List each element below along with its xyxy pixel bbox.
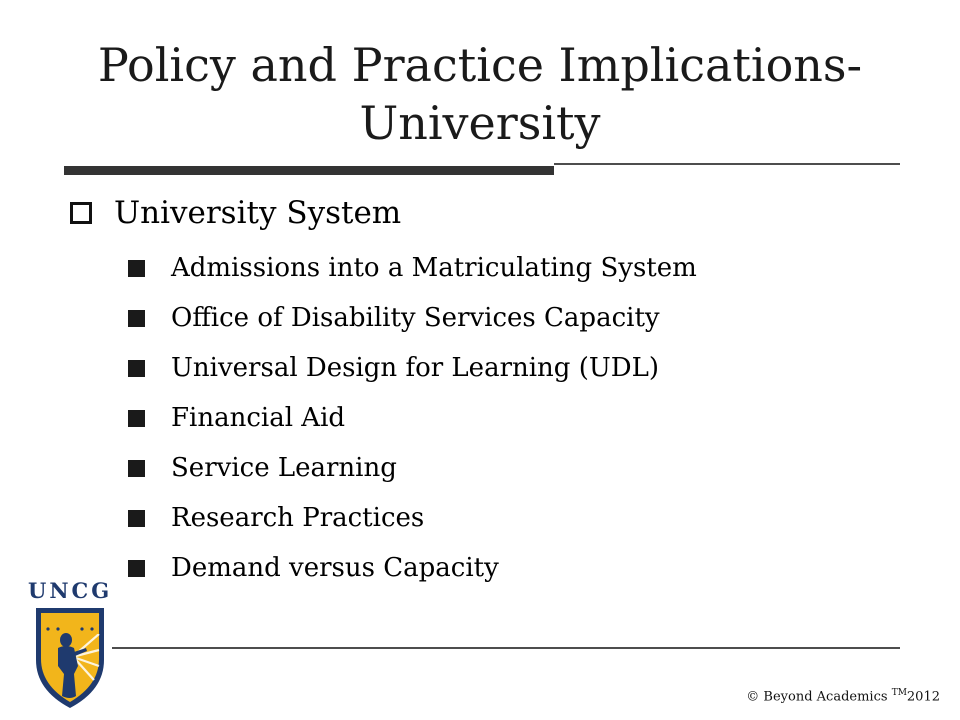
sub-bullet-item <box>120 493 697 543</box>
slide-title <box>60 36 900 152</box>
sub-bullet-text: Demand versus Capacity <box>171 553 499 583</box>
filled-square-bullet-icon <box>128 460 145 477</box>
sub-bullet-text: Service Learning <box>171 453 397 483</box>
sub-bullet-item <box>120 443 697 493</box>
sub-bullet-list <box>120 243 697 593</box>
university-shield-icon <box>28 604 112 712</box>
title-line-1: Policy and Practice Implications- <box>97 38 863 92</box>
footer-rule <box>112 647 900 649</box>
copyright-year: 2012 <box>906 689 940 705</box>
sub-bullet-text: Admissions into a Matriculating System <box>171 253 697 283</box>
filled-square-bullet-icon <box>128 560 145 577</box>
title-rule-thin <box>554 163 900 165</box>
trademark-mark: TM <box>891 688 907 698</box>
filled-square-bullet-icon <box>128 360 145 377</box>
title-line-2: University <box>359 96 601 150</box>
sub-bullet-text: Office of Disability Services Capacity <box>171 303 660 333</box>
hollow-square-bullet-icon <box>70 202 92 224</box>
logo-text: UNCG <box>28 578 113 603</box>
sub-bullet-item <box>120 393 697 443</box>
filled-square-bullet-icon <box>128 410 145 427</box>
uncg-logo <box>28 578 112 712</box>
sub-bullet-item <box>120 293 697 343</box>
filled-square-bullet-icon <box>128 260 145 277</box>
sub-bullet-text: Financial Aid <box>171 403 346 433</box>
sub-bullet-item <box>120 343 697 393</box>
filled-square-bullet-icon <box>128 510 145 527</box>
sub-bullet-item <box>120 543 697 593</box>
main-bullet-text: University System <box>114 195 402 231</box>
sub-bullet-item <box>120 243 697 293</box>
sub-bullet-text: Universal Design for Learning (UDL) <box>171 353 660 383</box>
copyright-notice <box>746 688 940 704</box>
filled-square-bullet-icon <box>128 310 145 327</box>
sub-bullet-text: Research Practices <box>171 503 425 533</box>
title-rule-thick <box>64 166 554 175</box>
main-bullet-item <box>70 190 401 236</box>
copyright-prefix: © Beyond Academics <box>746 689 888 705</box>
